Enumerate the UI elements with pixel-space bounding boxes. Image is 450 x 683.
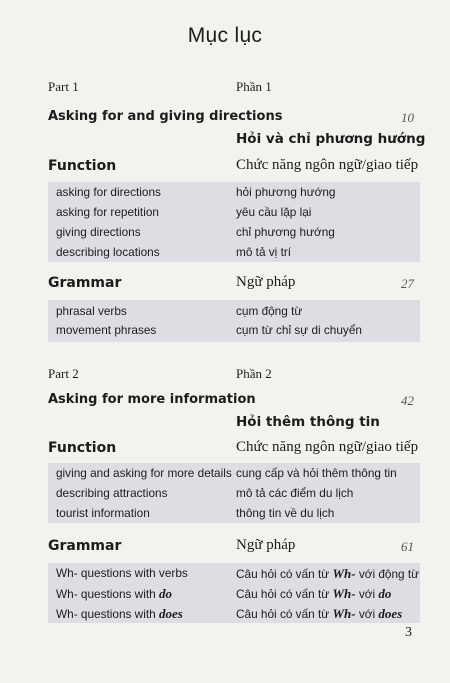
item-vi: thông tin về du lịch [236, 506, 335, 520]
part-2-label-en: Part 2 [48, 366, 79, 381]
item-en: Wh- questions with does [56, 606, 183, 621]
item-en: Wh- questions with do [56, 586, 172, 601]
item-en: asking for directions [56, 185, 161, 199]
part-2-function-heading-vi: Chức năng ngôn ngữ/giao tiếp [236, 439, 419, 455]
part-1-function-heading-en: Function [48, 158, 117, 174]
list-item [48, 202, 420, 222]
part-2-page-number: 42 [401, 393, 414, 408]
item-vi: Câu hỏi có vấn từ Wh- với do [236, 586, 392, 601]
item-en: movement phrases [56, 323, 157, 337]
item-vi: mô tả vị trí [236, 245, 292, 259]
part-1-grammar-heading-vi: Ngữ pháp [236, 274, 296, 290]
list-item [48, 483, 420, 503]
part-2-function-heading-en: Function [48, 440, 117, 456]
item-vi: mô tả các điểm du lịch [236, 486, 354, 500]
item-en: giving directions [56, 225, 141, 239]
list-item [48, 563, 420, 583]
list-item [48, 463, 420, 483]
list-item [48, 301, 420, 321]
list-item [48, 182, 420, 202]
part-1-section-title-en: Asking for and giving directions [48, 109, 283, 124]
item-vi: Câu hỏi có vấn từ Wh- với does [236, 606, 403, 621]
part-2-section-title-en: Asking for more information [48, 392, 256, 407]
part-1-label-en: Part 1 [48, 79, 79, 94]
item-en: describing locations [56, 245, 160, 259]
page-number-folio: 3 [405, 625, 412, 640]
part-1-section-title-vi: Hỏi và chỉ phương hướng [236, 131, 426, 147]
part-2-grammar-heading-vi: Ngữ pháp [236, 537, 296, 553]
part-1-grammar-heading-en: Grammar [48, 275, 122, 291]
item-en: describing attractions [56, 486, 168, 500]
part-2-section-title-vi: Hỏi thêm thông tin [236, 414, 380, 430]
item-vi: cung cấp và hỏi thêm thông tin [236, 466, 397, 480]
item-en: giving and asking for more details [56, 466, 232, 480]
part-1-label-vi: Phần 1 [236, 79, 272, 94]
part-1-grammar-page-number: 27 [401, 276, 414, 291]
list-item [48, 603, 420, 623]
item-vi: Câu hỏi có vấn từ Wh- với động từ [236, 566, 420, 581]
list-item [48, 503, 420, 523]
item-vi: chỉ phương hướng [236, 225, 335, 239]
item-vi: hỏi phương hướng [236, 185, 336, 199]
item-en: tourist information [56, 506, 150, 520]
page-title: Mục lục [187, 24, 263, 47]
item-vi: cụm động từ [236, 304, 303, 318]
part-2-grammar-heading-en: Grammar [48, 538, 122, 554]
part-2-grammar-page-number: 61 [401, 539, 414, 554]
part-2-label-vi: Phần 2 [236, 366, 272, 381]
list-item [48, 242, 420, 262]
list-item [48, 222, 420, 242]
part-1-page-number: 10 [401, 110, 414, 125]
part-1-function-heading-vi: Chức năng ngôn ngữ/giao tiếp [236, 157, 419, 173]
item-vi: cụm từ chỉ sự di chuyển [236, 323, 362, 337]
item-vi: yêu cầu lặp lại [236, 205, 312, 219]
list-item [48, 583, 420, 603]
list-item [48, 320, 420, 340]
item-en: phrasal verbs [56, 304, 127, 318]
item-en: asking for repetition [56, 205, 159, 219]
item-en: Wh- questions with verbs [56, 566, 188, 580]
